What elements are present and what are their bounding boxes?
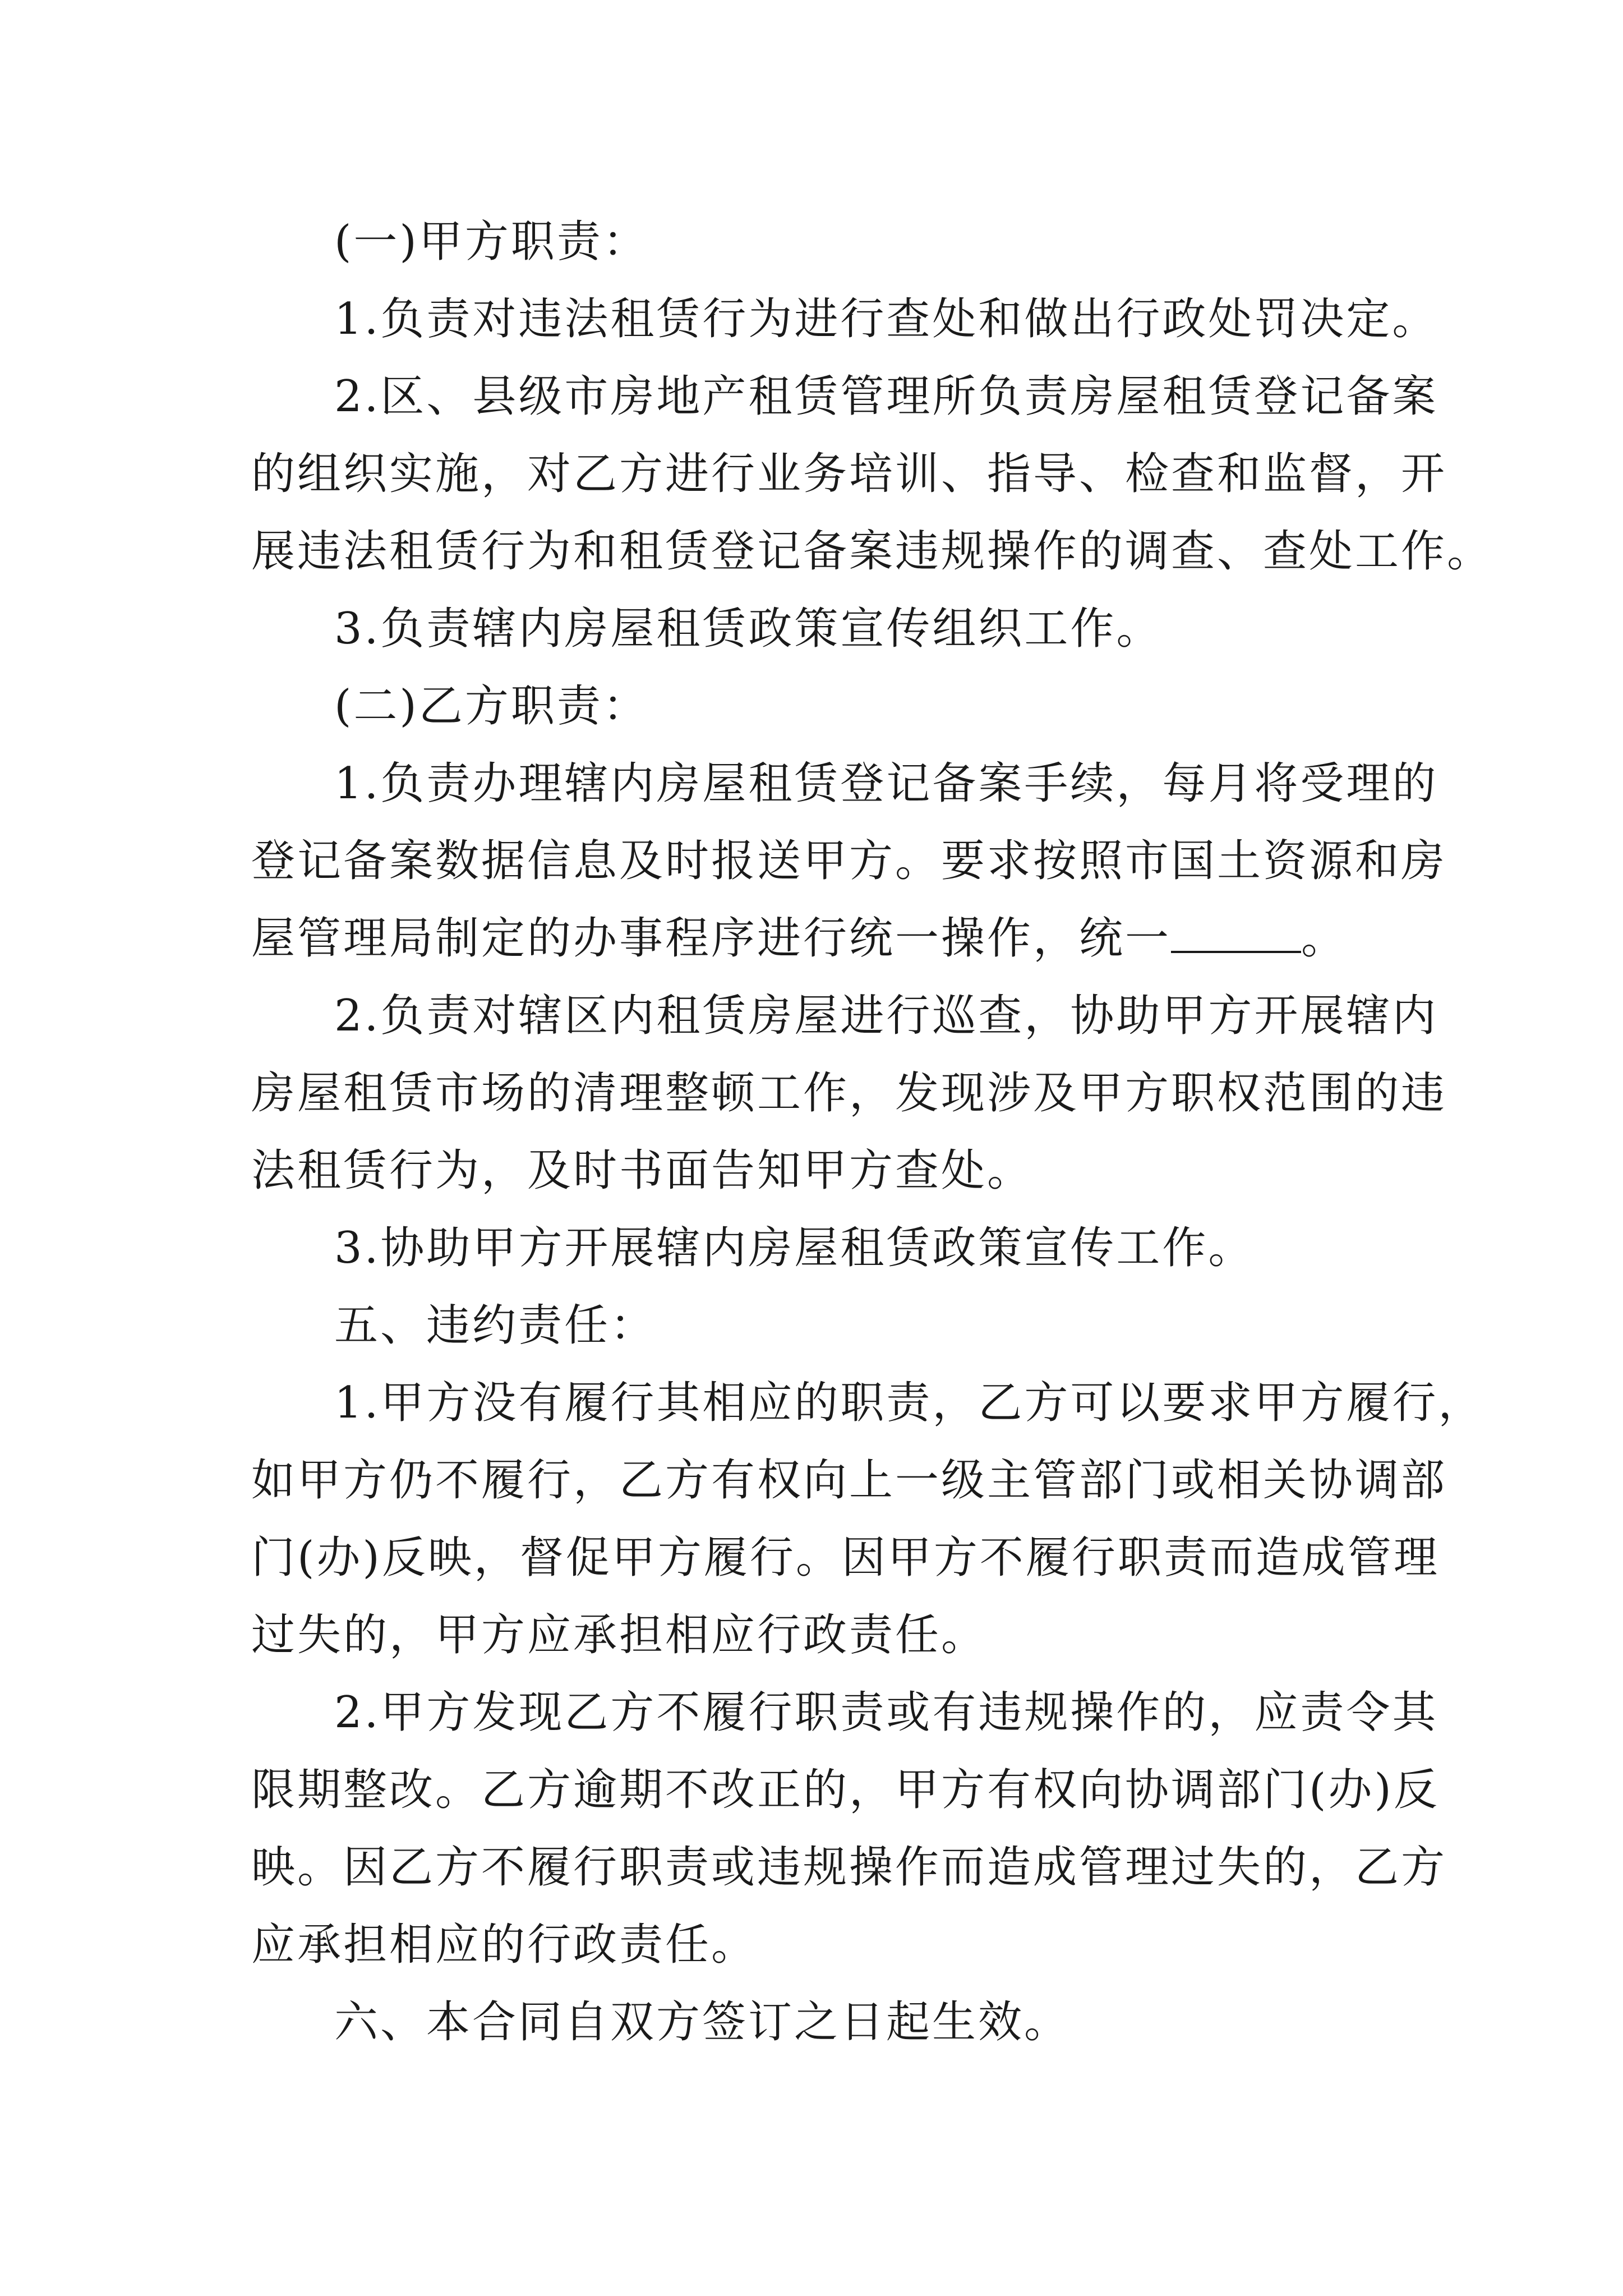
section-heading-effective: 六、本合同自双方签订之日起生效。: [334, 1997, 1071, 2047]
paragraph-line: 的组织实施，对乙方进行业务培训、指导、检查和监督，开: [251, 449, 1447, 499]
section-heading-liability: 五、违约责任：: [334, 1300, 657, 1351]
paragraph-line: 2.区、县级市房地产租赁管理所负责房屋租赁登记备案: [334, 371, 1438, 422]
paragraph-line: 限期整改。乙方逾期不改正的，甲方有权向协调部门(办)反: [251, 1765, 1440, 1815]
paragraph-line: 如甲方仍不履行，乙方有权向上一级主管部门或相关协调部: [251, 1455, 1447, 1506]
paragraph-line-with-blank: [251, 913, 1348, 964]
paragraph-line: 房屋租赁市场的清理整顿工作，发现涉及甲方职权范围的违: [251, 1068, 1447, 1119]
section-heading-party-a: (一)甲方职责：: [334, 217, 649, 267]
paragraph-line: 2.甲方发现乙方不履行职责或有违规操作的，应责令其: [334, 1687, 1438, 1738]
paragraph-line: 过失的，甲方应承担相应行政责任。: [251, 1610, 988, 1660]
paragraph-line: 登记备案数据信息及时报送甲方。要求按照市国土资源和房: [251, 836, 1447, 886]
paragraph-text: 。: [1301, 913, 1348, 964]
paragraph-text: 屋管理局制定的办事程序进行统一操作，统一: [251, 913, 1172, 964]
paragraph-line: 2.负责对辖区内租赁房屋进行巡查，协助甲方开展辖内: [334, 991, 1438, 1041]
fill-in-blank: [1171, 917, 1301, 953]
paragraph-line: 3.协助甲方开展辖内房屋租赁政策宣传工作。: [334, 1223, 1255, 1273]
paragraph-line: 映。因乙方不履行职责或违规操作而造成管理过失的，乙方: [251, 1842, 1447, 1893]
paragraph-line: 门(办)反映，督促甲方履行。因甲方不履行职责而造成管理: [251, 1533, 1440, 1583]
paragraph-line: 法租赁行为，及时书面告知甲方查处。: [251, 1145, 1034, 1196]
paragraph-line: 3.负责辖内房屋租赁政策宣传组织工作。: [334, 604, 1163, 654]
paragraph-line: 展违法租赁行为和租赁登记备案违规操作的调查、查处工作。: [251, 526, 1493, 577]
paragraph-line: 1.负责办理辖内房屋租赁登记备案手续，每月将受理的: [334, 758, 1438, 809]
paragraph-line: 应承担相应的行政责任。: [251, 1920, 758, 1970]
paragraph-line: 1.负责对违法租赁行为进行查处和做出行政处罚决定。: [334, 294, 1438, 344]
section-heading-party-b: (二)乙方职责：: [334, 681, 649, 731]
paragraph-line: 1.甲方没有履行其相应的职责，乙方可以要求甲方履行，: [334, 1378, 1484, 1428]
